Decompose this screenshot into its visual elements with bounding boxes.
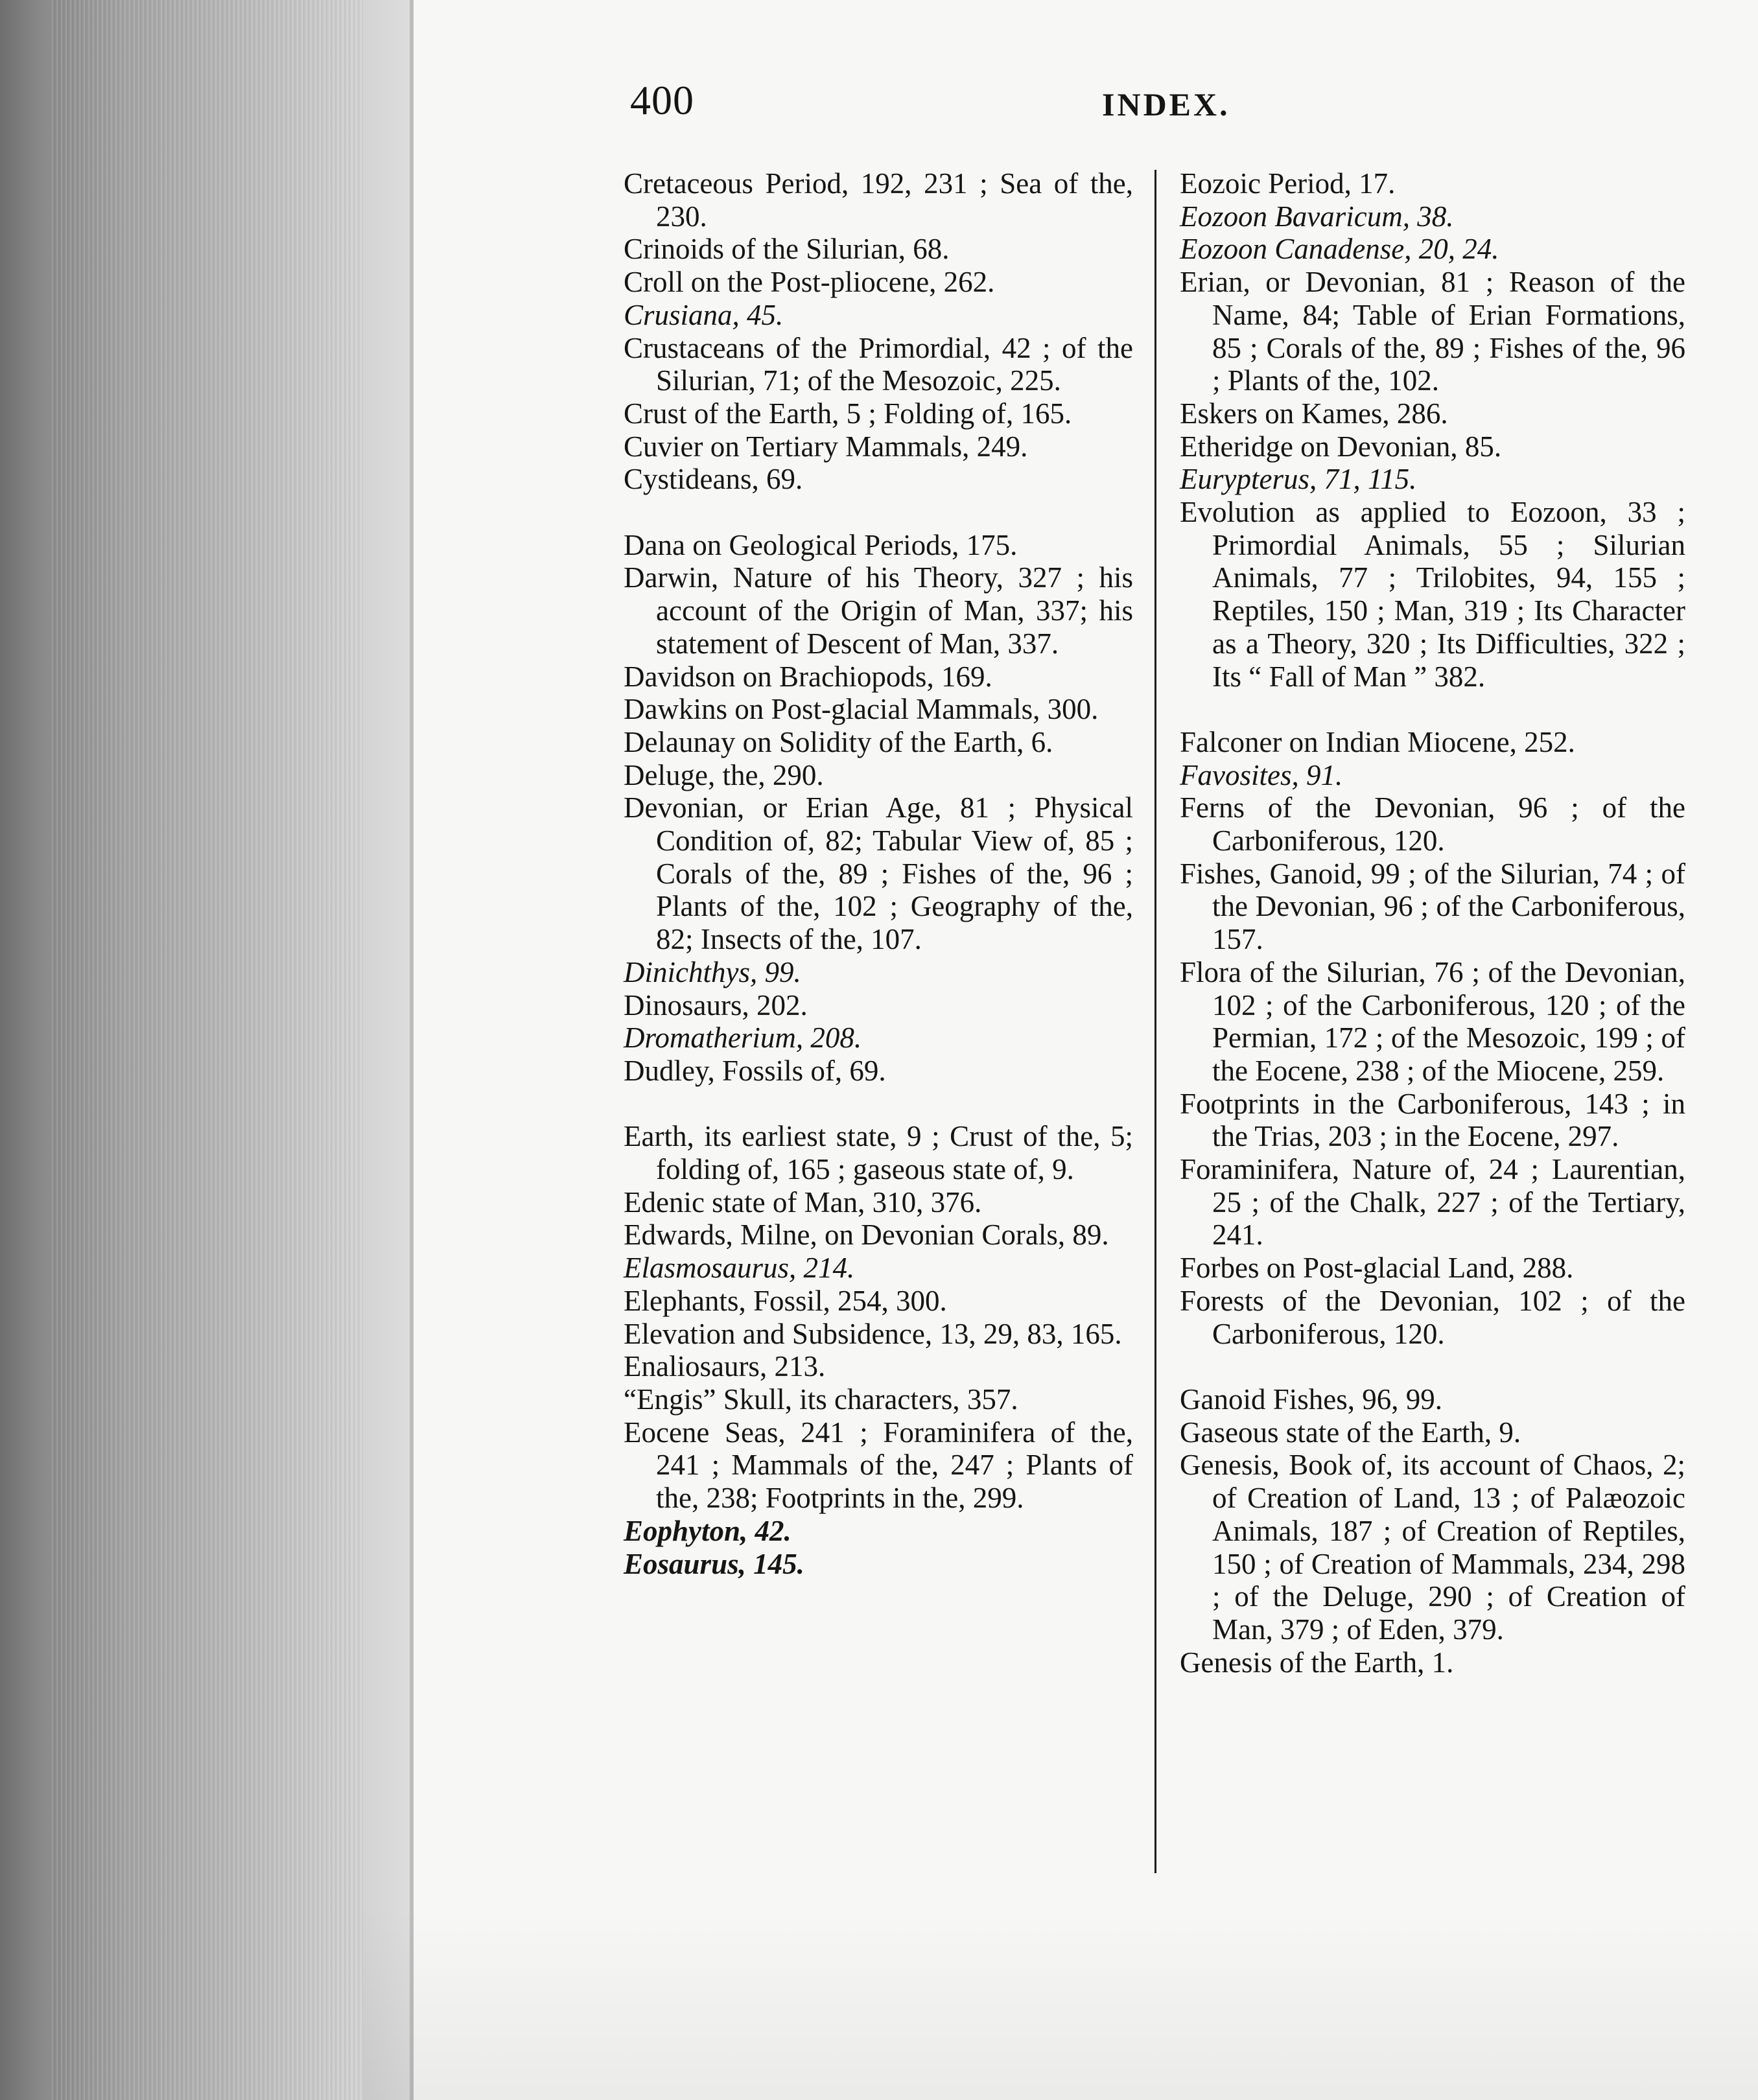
index-entry: “Engis” Skull, its characters, 357. [624,1382,1018,1416]
index-entry: Darwin, Nature of his Theory, 327 ; his account of the Origin of Man, 337; his statement of Descent of Man, 337. [624,561,1133,660]
index-entry: Dudley, Fossils of, 69. [624,1054,886,1087]
page-number: 400 [630,77,694,123]
index-entry: Erian, or Devonian, 81 ; Reason of the Name, 84; Table of Erian Formations, 85 ; Corals of the, 89 ; Fishes of the, 96 ; Plants of the, 102. [1180,266,1685,397]
index-entry: Ganoid Fishes, 96, 99. [1180,1382,1442,1416]
index-entry: Dawkins on Post-glacial Mammals, 300. [624,693,1099,726]
index-entry: Falconer on Indian Miocene, 252. [1180,725,1575,758]
index-entry: Davidson on Brachiopods, 169. [624,660,992,693]
index-entry: Elephants, Fossil, 254, 300. [624,1284,947,1317]
index-entry: Eosaurus, 145. [624,1547,804,1580]
index-entry: Dromatherium, 208. [624,1021,862,1055]
running-head: INDEX. [1102,86,1230,122]
index-entry: Eocene Seas, 241 ; Foraminifera of the, 241 ; Mammals of the, 247 ; Plants of the, 238; Footprints in the, 299. [624,1416,1133,1515]
index-entry: Forests of the Devonian, 102 ; of the Carboniferous, 120. [1180,1284,1685,1350]
index-entry: Crusiana, 45. [624,298,784,331]
index-entry: Elasmosaurus, 214. [624,1252,855,1285]
page-edge-texture [52,0,363,2100]
index-entry: Deluge, the, 290. [624,758,824,791]
index-entry: Fishes, Ganoid, 99 ; of the Silurian, 74 ; of the Devonian, 96 ; of the Carboniferous, 157. [1180,857,1685,956]
index-entry: Eophyton, 42. [624,1514,791,1547]
index-entry: Earth, its earliest state, 9 ; Crust of the, 5; folding of, 165 ; gaseous state of, 9. [624,1120,1133,1186]
index-entry: Genesis of the Earth, 1. [1180,1646,1454,1679]
index-entry: Flora of the Silurian, 76 ; of the Devonian, 102 ; of the Carboniferous, 120 ; of the Permian, 172 ; of the Mesozoic, 199 ; of the Eocene, 238 ; of the Miocene, 259. [1180,955,1685,1087]
index-entry: Edwards, Milne, on Devonian Corals, 89. [624,1219,1109,1252]
index-entry: Eozoon Bavaricum, 38. [1180,200,1454,233]
index-entry: Evolution as applied to Eozoon, 33 ; Primordial Animals, 55 ; Silurian Animals, 77 ; Trilobites, 94, 155 ; Reptiles, 150 ; Man, 319 ; Its Character as a Theory, 320 ; Its Difficulties, 322 ; Its “ Fall of Man ” 382. [1180,496,1685,693]
index-entry: Cretaceous Period, 192, 231 ; Sea of the, 230. [624,167,1133,233]
index-column-left [624,167,1133,1580]
index-entry: Foraminifera, Nature of, 24 ; Laurentian, 25 ; of the Chalk, 227 ; of the Tertiary, 241. [1180,1153,1685,1252]
index-entry: Eozoon Canadense, 20, 24. [1180,233,1499,266]
index-entry: Gaseous state of the Earth, 9. [1180,1416,1521,1449]
index-entry: Devonian, or Erian Age, 81 ; Physical Condition of, 82; Tabular View of, 85 ; Corals of the, 89 ; Fishes of the, 96 ; Plants of the, 102 ; Geography of the, 82; Insects of the, 107. [624,791,1133,956]
index-entry: Dana on Geological Periods, 175. [624,528,1018,561]
index-entry: Crustaceans of the Primordial, 42 ; of the Silurian, 71; of the Mesozoic, 225. [624,331,1133,397]
index-entry: Dinosaurs, 202. [624,988,808,1021]
index-entry: Elevation and Subsidence, 13, 29, 83, 165. [624,1317,1122,1350]
index-entry: Footprints in the Carboniferous, 143 ; in the Trias, 203 ; in the Eocene, 297. [1180,1087,1685,1153]
index-entry: Enaliosaurs, 213. [624,1350,826,1383]
index-entry: Eozoic Period, 17. [1180,167,1396,200]
index-entry: Ferns of the Devonian, 96 ; of the Carboniferous, 120. [1180,791,1685,858]
column-divider [1154,170,1156,1873]
index-entry: Genesis, Book of, its account of Chaos, 2; of Creation of Land, 13 ; of Palæozoic Animals, 187 ; of Creation of Reptiles, 150 ; of Creation of Mammals, 234, 298 ; of the Deluge, 290 ; of Creation of Man, 379 ; of Eden, 379. [1180,1449,1685,1646]
index-entry: Etheridge on Devonian, 85. [1180,430,1502,463]
index-entry: Delaunay on Solidity of the Earth, 6. [624,725,1053,758]
index-entry: Eurypterus, 71, 115. [1180,463,1417,496]
index-entry: Croll on the Post-pliocene, 262. [624,266,995,299]
index-entry: Favosites, 91. [1180,758,1343,791]
index-entry: Edenic state of Man, 310, 376. [624,1185,982,1219]
page-bottom-shadow [363,1906,1758,2100]
index-column-right [1180,167,1685,1679]
index-entry: Forbes on Post-glacial Land, 288. [1180,1252,1574,1285]
index-entry: Cuvier on Tertiary Mammals, 249. [624,430,1028,463]
index-entry: Crust of the Earth, 5 ; Folding of, 165. [624,397,1072,430]
index-entry: Cystideans, 69. [624,463,803,496]
index-entry: Eskers on Kames, 286. [1180,397,1448,430]
index-entry: Dinichthys, 99. [624,955,801,988]
index-entry: Crinoids of the Silurian, 68. [624,233,950,266]
